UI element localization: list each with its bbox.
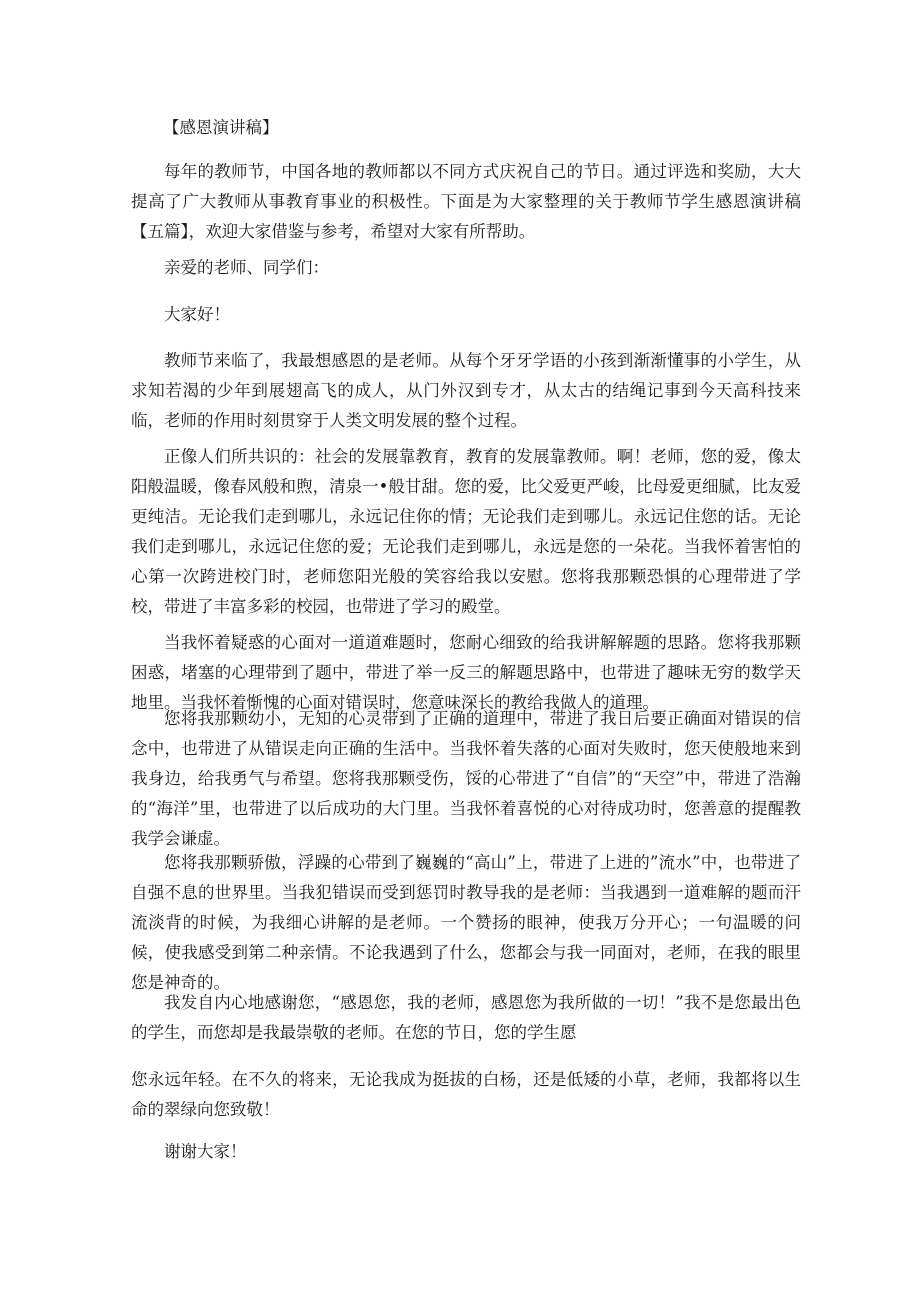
- body-paragraph-1: 教师节来临了，我最想感恩的是老师。从每个牙牙学语的小孩到渐渐懂事的小学生，从求知若渴的少年到展翅高飞的成人，从门外汉到专才，从太古的结绳记事到今天高科技来临，老师的作用时刻贯穿于人类文明发展的整个过程。: [131, 351, 801, 430]
- intro-paragraph: 每年的教师节，中国各地的教师都以不同方式庆祝自己的节日。通过评选和奖励，大大提高了广大教师从事教育事业的积极性。下面是为大家整理的关于教师节学生感恩演讲稿【五篇】，欢迎大家借鉴与参考，希望对大家有所帮助。: [131, 162, 801, 241]
- body-paragraph-4: 您将我那颗幼小，无知的心灵带到了正确的道理中，带进了我日后要正确面对错误的信念中，也带进了从错误走向正确的生活中。当我怀着失落的心面对失败时，您天使般地来到我身边，给我勇气与希望。您将我那颗受伤，馁的心带进了“自信”的“天空”中，带进了浩瀚的“海洋”里，也带进了以后成功的大门里。当我怀着喜悦的心对待成功时，您善意的提醒教我学会谦虚。: [131, 709, 801, 848]
- salutation: 亲爱的老师、同学们：: [164, 258, 329, 277]
- document-title: 【感恩演讲稿】: [163, 118, 279, 137]
- body-paragraph-5: 您将我那颗骄傲，浮躁的心带到了巍巍的“高山”上，带进了上进的”流水”中，也带进了自强不息的世界里。当我犯错误而受到惩罚时教导我的是老师：当我遇到一道难解的题而汗流淡背的时候，为我细心讲解的是老师。一个赞扬的眼神，使我万分开心；一句温暖的问候，使我感受到第二种亲情。不论我遇到了什么，您都会与我一同面对，老师，在我的眼里您是神奇的。: [131, 853, 801, 992]
- body-paragraph-3: 当我怀着疑惑的心面对一道道难题时，您耐心细致的给我讲解解题的思路。您将我那颗困惑，堵塞的心理带到了题中，带进了举一反三的解题思路中，也带进了趣味无穷的数学天地里。当我怀着惭愧的心面对错误时，您意味深长的教给我做人的道理。: [131, 633, 801, 712]
- body-paragraph-7: 您永远年轻。在不久的将来，无论我成为挺拔的白杨，还是低矮的小草，老师，我都将以生命的翠绿向您致敬！: [131, 1070, 801, 1119]
- greeting: 大家好！: [164, 305, 230, 324]
- body-paragraph-2: 正像人们所共识的：社会的发展靠教育，教育的发展靠教师。啊！老师，您的爱，像太阳般温暖，像春风般和煦，清泉一•般甘甜。您的爱，比父爱更严峻，比母爱更细腻，比友爱更纯洁。无论我们走到哪儿，永远记住你的情；无论我们走到哪儿。永远记住您的话。无论我们走到哪儿，永远记住您的爱；无论我们走到哪儿，永远是您的一朵花。当我怀着害怕的心第一次跨进校门时，老师您阳光般的笑容给我以安慰。您将我那颗恐惧的心理带进了学校，带进了丰富多彩的校园，也带进了学习的殿堂。: [131, 447, 801, 616]
- body-paragraph-6: 我发自内心地感谢您，“感恩您，我的老师，感恩您为我所做的一切！”我不是您最出色的学生，而您却是我最崇敬的老师。在您的节日，您的学生愿: [131, 993, 801, 1042]
- closing: 谢谢大家！: [164, 1142, 247, 1161]
